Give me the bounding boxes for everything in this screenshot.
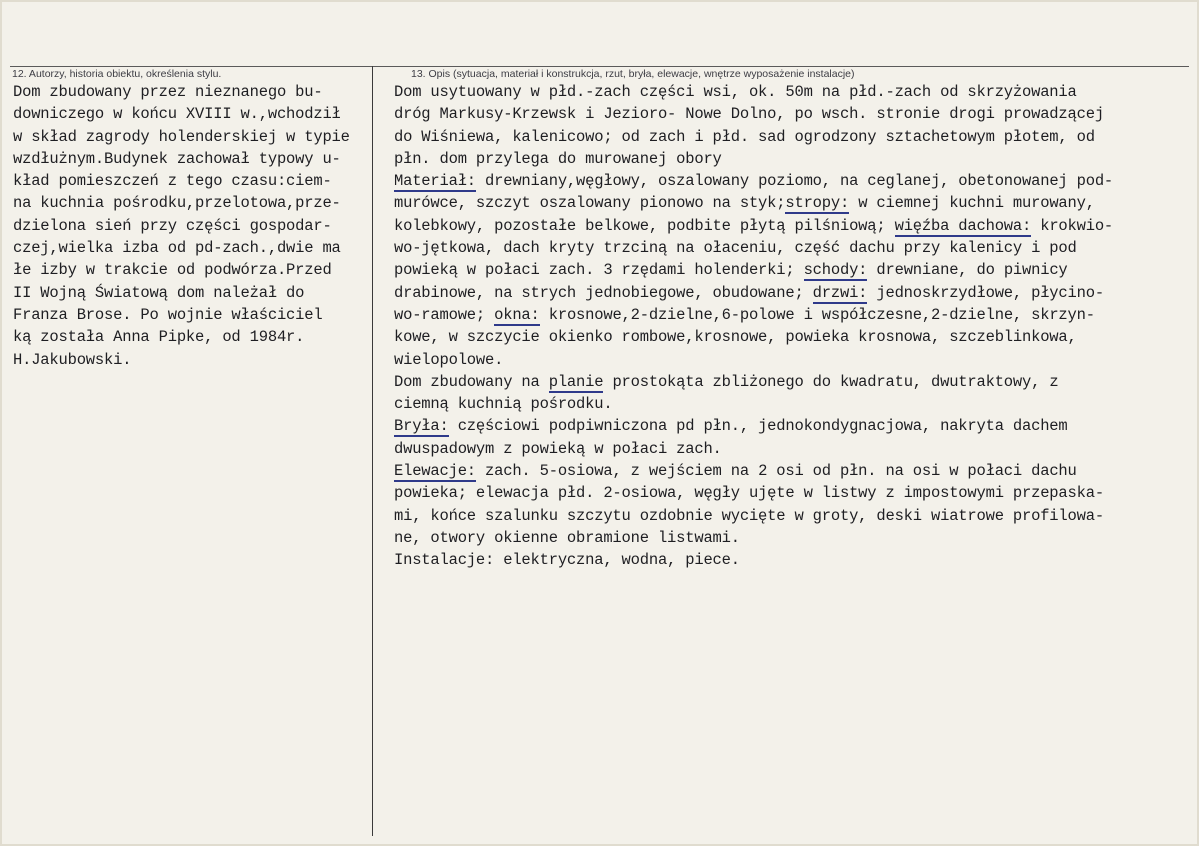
text-line: łe izby w trakcie od podwórza.Przed: [13, 261, 332, 280]
text-line: Materiał: drewniany,węgłowy, oszalowany poziomo, na ceglanej, obetonowanej pod-: [394, 172, 1114, 191]
text-line: ką została Anna Pipke, od 1984r.: [13, 328, 305, 347]
text-line: Dom zbudowany na planie prostokąta zbliżonego do kwadratu, dwutraktowy, z: [394, 372, 1059, 391]
text-line: dwuspadowym z powieką w połaci zach.: [394, 439, 722, 458]
text-line: drabinowe, na strych jednobiegowe, obudowane; drzwi: jednoskrzydłowe, płycino-: [394, 283, 1104, 302]
text-line: czej,wielka izba od pd-zach.,dwie ma: [13, 239, 341, 258]
text-line: Franza Brose. Po wojnie właściciel: [13, 305, 323, 324]
text-line: Dom zbudowany przez nieznanego bu-: [13, 83, 323, 101]
text-line: mi, końce szalunku szczytu ozdobnie wycięte w groty, deski wiatrowe profilowa-: [394, 506, 1104, 525]
header-rule: [10, 66, 1189, 67]
text-line: ne, otwory okienne obramione listwami.: [394, 528, 740, 547]
text-line: powieką w połaci zach. 3 rzędami holenderki; schody: drewniane, do piwnicy: [394, 261, 1068, 280]
text-line: wzdłużnym.Budynek zachował typowy u-: [13, 149, 341, 168]
text-line: do Wiśniewa, kalenicowo; od zach i płd. sad ogrodzony sztachetowym płotem, od: [394, 127, 1095, 146]
text-line: kolebkowy, pozostałe belkowe, podbite płytą pilśniową; więźba dachowa: krokwio-: [394, 216, 1114, 235]
text-line: H.Jakubowski.: [13, 350, 132, 369]
section-12-header: 12. Autorzy, historia obiektu, określenia stylu.: [12, 68, 222, 80]
text-line: Instalacje: elektryczna, wodna, piece.: [394, 551, 740, 570]
text-line: Elewacje: zach. 5-osiowa, z wejściem na 2 osi od płn. na osi w połaci dachu: [394, 462, 1077, 481]
text-line: dróg Markusy-Krzewsk i Jezioro- Nowe Dolno, po wsch. stronie drogi prowadzącej: [394, 105, 1104, 124]
text-line: Bryła: częściowi podpiwniczona pd płn., jednokondygnacjowa, nakryta dachem: [394, 417, 1068, 436]
text-line: wo-jętkowa, dach kryty trzciną na ołaceniu, część dachu przy kalenicy i pod: [394, 239, 1077, 258]
text-line: ciemną kuchnią pośrodku.: [394, 395, 613, 414]
text-line: na kuchnia pośrodku,przelotowa,prze-: [13, 194, 341, 213]
text-line: murówce, szczyt oszalowany pionowo na styk;stropy: w ciemnej kuchni murowany,: [394, 194, 1095, 213]
section-13-header: 13. Opis (sytuacja, materiał i konstrukcja, rzut, bryła, elewacje, wnętrze wyposażenie instalacje): [411, 68, 855, 80]
history-text: [13, 81, 369, 371]
text-line: powieka; elewacja płd. 2-osiowa, węgły ujęte w listwy z impostowymi przepaska-: [394, 484, 1104, 503]
column-divider: [372, 66, 373, 836]
description-text: [394, 81, 1194, 572]
text-line: II Wojną Światową dom należał do: [13, 283, 305, 302]
text-line: downiczego w końcu XVIII w.,wchodził: [13, 105, 341, 124]
text-line: płn. dom przylega do murowanej obory: [394, 149, 722, 168]
text-line: kowe, w szczycie okienko rombowe,krosnowe, powieka krosnowa, szczeblinkowa,: [394, 328, 1077, 347]
text-line: wielopolowe.: [394, 350, 504, 369]
text-line: Dom usytuowany w płd.-zach części wsi, ok. 50m na płd.-zach od skrzyżowania: [394, 83, 1077, 101]
text-line: w skład zagrody holenderskiej w typie: [13, 127, 350, 146]
text-line: wo-ramowe; okna: krosnowe,2-dzielne,6-polowe i współczesne,2-dzielne, skrzyn-: [394, 305, 1095, 324]
text-line: dzielona sień przy części gospodar-: [13, 216, 332, 235]
text-line: kład pomieszczeń z tego czasu:ciem-: [13, 172, 332, 191]
